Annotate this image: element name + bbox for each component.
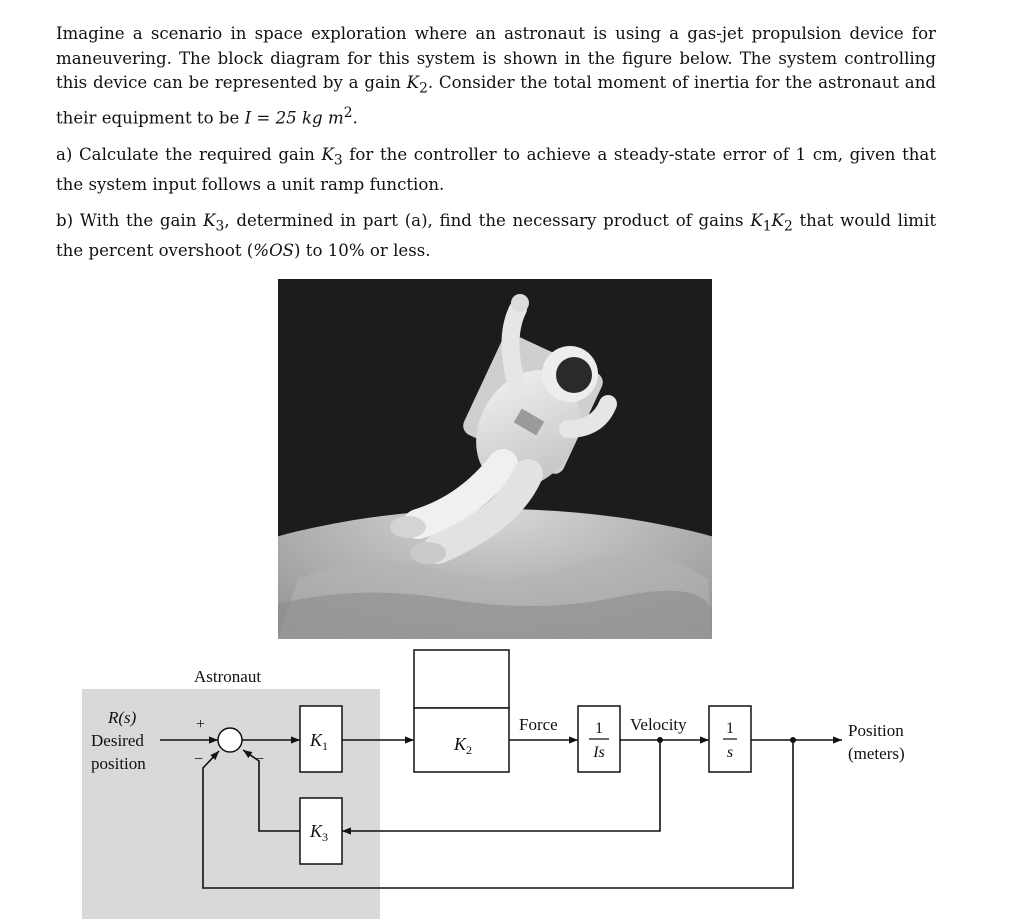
astronaut-photo bbox=[278, 279, 712, 639]
part-b-k2-sub: 2 bbox=[783, 218, 793, 235]
part-b-k2: K bbox=[771, 211, 784, 231]
sum-plus-sign: + bbox=[196, 716, 206, 733]
block-inertia-num: 1 bbox=[595, 720, 603, 737]
block-k3-label: $K_3$ bbox=[310, 821, 329, 844]
block-integrator-num: 1 bbox=[726, 720, 734, 737]
block-inertia-den: Is bbox=[593, 744, 605, 761]
block-k1-label: $K_1$ bbox=[310, 730, 329, 753]
intro-text-2: . Consider the total moment of inertia for the astronaut and their equipment to be bbox=[56, 73, 936, 128]
gain-k2-sub: 2 bbox=[419, 80, 428, 97]
part-b-text: b) With the gain bbox=[56, 211, 204, 231]
astronaut-label: Astronaut bbox=[194, 667, 262, 686]
inertia-value: I = 25 kg m bbox=[244, 108, 344, 128]
problem-intro bbox=[56, 22, 936, 131]
astronaut-hand-left bbox=[511, 294, 529, 312]
part-b-text-3: that would limit the percent overshoot ( bbox=[56, 211, 936, 260]
sum-minus-sign-2: − bbox=[255, 751, 265, 768]
astronaut-illustration bbox=[278, 279, 712, 639]
astronaut-boot-left bbox=[390, 516, 426, 538]
problem-part-a bbox=[56, 143, 936, 197]
sum-minus-sign-1: − bbox=[194, 751, 204, 768]
output-label-meters: (meters) bbox=[848, 744, 905, 763]
block-diagram bbox=[0, 640, 1009, 919]
part-a-text-2: for the controller to achieve a steady-state error of 1 cm, given that the system input follows a unit ramp function. bbox=[56, 144, 936, 194]
part-a-var: K bbox=[321, 144, 334, 164]
force-label: Force bbox=[519, 715, 558, 734]
part-b-text-4: ) to 10% or less. bbox=[294, 240, 431, 260]
velocity-pickoff-point bbox=[657, 737, 663, 743]
block-integrator-den: s bbox=[726, 744, 734, 761]
part-a-text: a) Calculate the required gain bbox=[56, 144, 322, 164]
helmet-visor bbox=[556, 357, 592, 393]
part-b-k1-sub: 1 bbox=[762, 218, 772, 235]
position-pickoff-point bbox=[790, 737, 796, 743]
part-b-var: K bbox=[203, 211, 216, 231]
controller-label-box bbox=[414, 650, 509, 708]
part-b-sub: 3 bbox=[215, 218, 225, 235]
problem-statement bbox=[56, 22, 936, 275]
astronaut-arm-left bbox=[511, 309, 519, 389]
astronaut-boot-right bbox=[410, 542, 446, 564]
problem-part-b bbox=[56, 209, 936, 263]
block-diagram-svg bbox=[0, 640, 1009, 919]
intro-text-3: . bbox=[352, 108, 358, 128]
input-label-rs: R(s) bbox=[108, 708, 137, 727]
inertia-exponent: 2 bbox=[343, 104, 353, 121]
part-b-k1: K bbox=[750, 211, 763, 231]
input-label-desired: Desired bbox=[91, 731, 144, 750]
summing-junction bbox=[218, 728, 242, 752]
input-label-position: position bbox=[91, 754, 146, 773]
gain-k2-var: K bbox=[406, 73, 420, 92]
part-b-text-2: , determined in part (a), find the necessary product of gains bbox=[224, 211, 751, 231]
block-k2-label: $K_2$ bbox=[454, 734, 473, 757]
output-label-position: Position bbox=[848, 721, 904, 740]
velocity-label: Velocity bbox=[630, 715, 687, 734]
intro-text: Imagine a scenario in space exploration where an astronaut is using a gas-jet propulsion device for maneuvering. The block diagram for this system is shown in the figure below. The system controlling this device can be represented by a gain bbox=[56, 24, 936, 92]
part-a-sub: 3 bbox=[333, 152, 343, 169]
part-b-os: %OS bbox=[253, 240, 295, 260]
